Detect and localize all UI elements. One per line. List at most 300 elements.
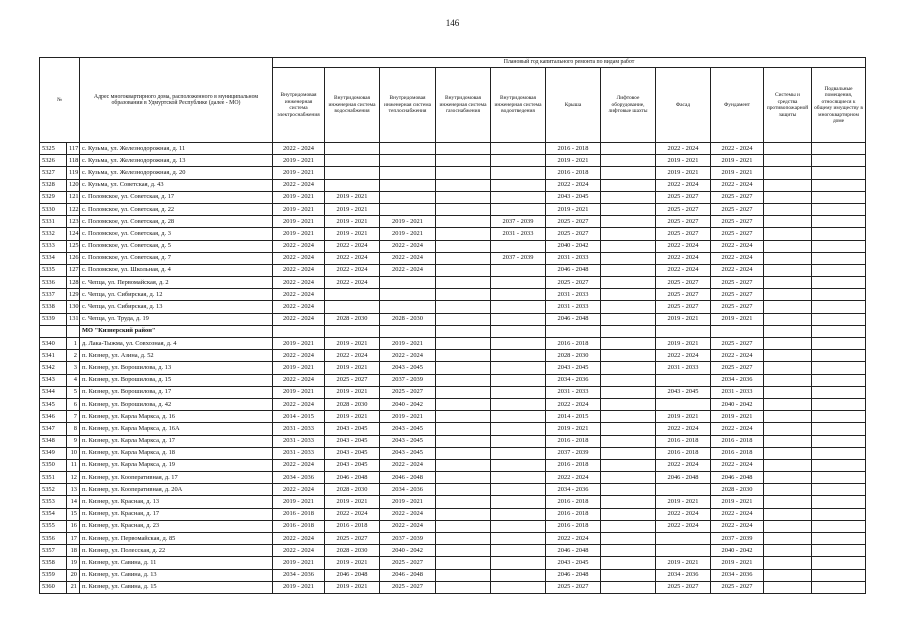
row-year-cell [812,374,866,386]
row-address: с. Чепца, ул. Труда, д. 19 [80,313,273,325]
row-year-cell: 2046 - 2048 [325,472,380,484]
table-row [40,191,866,203]
row-year-cell [436,240,491,252]
row-year-cell [764,557,812,569]
row-year-cell [812,350,866,362]
row-year-cell [436,228,491,240]
row-year-cell: 2025 - 2027 [711,362,764,374]
row-year-cell [380,167,436,179]
row-year-cell: 2028 - 2030 [325,484,380,496]
row-year-cell [764,228,812,240]
row-address: с. Поломское, ул. Советская, д. 17 [80,191,273,203]
table-row [40,484,866,496]
row-year-cell [764,472,812,484]
table-row [40,545,866,557]
row-year-cell [764,240,812,252]
row-year-cell [436,533,491,545]
row-address: с. Поломское, ул. Советская, д. 7 [80,252,273,264]
row-year-cell [436,350,491,362]
row-year-cell [380,155,436,167]
row-id: 5334 [40,252,67,264]
row-number: 127 [67,264,80,276]
row-number [67,325,80,337]
row-year-cell [601,228,656,240]
header-work-basement: Подвальные помещения, относящиеся к общему имуществу в многоквартирном доме [812,68,866,143]
row-year-cell [491,313,546,325]
row-year-cell: 2025 - 2027 [711,228,764,240]
row-year-cell: 2040 - 2042 [546,240,601,252]
row-year-cell: 2022 - 2024 [325,252,380,264]
row-year-cell [436,167,491,179]
row-year-cell [436,545,491,557]
row-year-cell [491,386,546,398]
header-work-facade: Фасад [656,68,711,143]
table-row [40,143,866,155]
row-id: 5328 [40,179,67,191]
row-year-cell [436,569,491,581]
row-year-cell [812,289,866,301]
row-id: 5338 [40,301,67,313]
row-number: 21 [67,581,80,593]
row-year-cell: 2022 - 2024 [273,350,325,362]
row-year-cell: 2037 - 2039 [380,374,436,386]
row-id: 5346 [40,411,67,423]
row-year-cell [656,484,711,496]
table-row [40,411,866,423]
row-year-cell: 2019 - 2021 [273,362,325,374]
row-year-cell: 2019 - 2021 [325,203,380,215]
row-year-cell: 2022 - 2024 [325,240,380,252]
row-year-cell [764,459,812,471]
row-year-cell [491,167,546,179]
row-number: 129 [67,289,80,301]
row-number: 2 [67,350,80,362]
table-row [40,252,866,264]
row-address: п. Кизнер, ул. Савина, д. 15 [80,581,273,593]
row-address: п. Кизнер, ул. Ворошилова, д. 17 [80,386,273,398]
row-year-cell: 2025 - 2027 [656,228,711,240]
row-year-cell: 2019 - 2021 [273,496,325,508]
row-year-cell: 2019 - 2021 [380,338,436,350]
table-row [40,496,866,508]
row-year-cell [812,411,866,423]
row-number: 16 [67,520,80,532]
row-year-cell: 2025 - 2027 [711,338,764,350]
row-address: с. Кузьма, ул. Советская, д. 43 [80,179,273,191]
row-year-cell: 2022 - 2024 [711,143,764,155]
row-year-cell: 2040 - 2042 [380,398,436,410]
row-year-cell: 2022 - 2024 [380,240,436,252]
table-row [40,435,866,447]
row-year-cell [812,533,866,545]
row-year-cell: 2043 - 2045 [325,447,380,459]
row-year-cell [436,411,491,423]
row-year-cell: 2028 - 2030 [325,398,380,410]
row-year-cell: 2022 - 2024 [273,398,325,410]
row-address: п. Кизнер, ул. Карла Маркса, д. 16 [80,411,273,423]
row-year-cell [546,325,601,337]
table-row [40,386,866,398]
row-year-cell: 2019 - 2021 [325,228,380,240]
row-number: 1 [67,338,80,350]
row-year-cell: 2043 - 2045 [325,423,380,435]
row-year-cell [601,143,656,155]
row-year-cell [812,472,866,484]
row-year-cell: 2028 - 2030 [325,313,380,325]
row-address: п. Кизнер, ул. Кооперативная, д. 20А [80,484,273,496]
row-year-cell: 2037 - 2039 [711,533,764,545]
row-year-cell [436,520,491,532]
row-number: 126 [67,252,80,264]
row-id: 5326 [40,155,67,167]
row-year-cell [764,325,812,337]
row-year-cell: 2022 - 2024 [325,264,380,276]
row-year-cell: 2014 - 2015 [546,411,601,423]
row-address: п. Кизнер, ул. Полесская, д. 22 [80,545,273,557]
row-id: 5358 [40,557,67,569]
row-year-cell: 2019 - 2021 [325,557,380,569]
row-year-cell [273,325,325,337]
row-year-cell [764,484,812,496]
row-id: 5343 [40,374,67,386]
row-year-cell: 2037 - 2039 [491,252,546,264]
row-year-cell [656,545,711,557]
header-work-lift: Лифтовое оборудование, лифтовые шахты [601,68,656,143]
row-id: 5339 [40,313,67,325]
row-year-cell [325,325,380,337]
row-address: п. Кизнер, ул. Ворошилова, д. 13 [80,362,273,374]
table-row [40,301,866,313]
row-year-cell: 2019 - 2021 [656,411,711,423]
row-year-cell [601,496,656,508]
row-year-cell [601,435,656,447]
row-year-cell: 2019 - 2021 [656,155,711,167]
row-year-cell: 2019 - 2021 [273,155,325,167]
row-year-cell: 2022 - 2024 [273,374,325,386]
row-year-cell: 2031 - 2033 [546,289,601,301]
row-year-cell [601,545,656,557]
row-year-cell [601,398,656,410]
row-year-cell: 2025 - 2027 [711,581,764,593]
row-year-cell: 2046 - 2048 [656,472,711,484]
row-year-cell [491,545,546,557]
row-year-cell [812,447,866,459]
row-year-cell: 2019 - 2021 [656,167,711,179]
row-year-cell: 2019 - 2021 [325,411,380,423]
row-year-cell [601,179,656,191]
row-id: 5335 [40,264,67,276]
row-year-cell [491,179,546,191]
row-year-cell [764,447,812,459]
row-year-cell: 2025 - 2027 [380,557,436,569]
row-year-cell [764,313,812,325]
row-year-cell: 2025 - 2027 [380,581,436,593]
row-year-cell: 2022 - 2024 [656,264,711,276]
table-row [40,350,866,362]
row-year-cell: 2019 - 2021 [273,167,325,179]
row-year-cell: 2025 - 2027 [711,301,764,313]
row-year-cell: 2019 - 2021 [325,338,380,350]
table-row [40,374,866,386]
row-year-cell [601,484,656,496]
row-year-cell: 2046 - 2048 [711,472,764,484]
row-year-cell: 2031 - 2033 [273,423,325,435]
page-number: 146 [445,18,460,28]
row-year-cell [764,143,812,155]
header-work-water: Внутридомовая инженерная система водоснабжения [325,68,380,143]
row-year-cell: 2019 - 2021 [656,313,711,325]
row-year-cell: 2019 - 2021 [273,191,325,203]
row-year-cell [764,216,812,228]
row-year-cell [380,143,436,155]
row-year-cell [491,374,546,386]
row-year-cell [436,155,491,167]
table-row [40,581,866,593]
row-address: п. Кизнер, ул. Карла Маркса, д. 19 [80,459,273,471]
row-year-cell [601,350,656,362]
row-number: 10 [67,447,80,459]
row-year-cell: 2031 - 2033 [656,362,711,374]
row-id: 5348 [40,435,67,447]
row-number: 11 [67,459,80,471]
row-year-cell [812,301,866,313]
row-year-cell [812,386,866,398]
row-year-cell: 2019 - 2021 [711,313,764,325]
row-year-cell [812,143,866,155]
row-year-cell [491,203,546,215]
row-year-cell [656,398,711,410]
row-year-cell: 2022 - 2024 [273,289,325,301]
row-year-cell [812,252,866,264]
row-year-cell [601,252,656,264]
row-id: 5345 [40,398,67,410]
row-year-cell [764,362,812,374]
row-year-cell: 2019 - 2021 [273,557,325,569]
row-year-cell: 2028 - 2030 [711,484,764,496]
table-row [40,228,866,240]
row-number: 20 [67,569,80,581]
row-year-cell: 2043 - 2045 [546,191,601,203]
row-year-cell [601,557,656,569]
row-year-cell: 2022 - 2024 [273,277,325,289]
row-id: 5353 [40,496,67,508]
row-id: 5336 [40,277,67,289]
table-row [40,264,866,276]
row-year-cell: 2025 - 2027 [711,277,764,289]
row-year-cell [764,155,812,167]
row-number: 124 [67,228,80,240]
row-year-cell [436,447,491,459]
row-year-cell: 2043 - 2045 [380,447,436,459]
row-address: п. Кизнер, ул. Красная, д. 13 [80,496,273,508]
row-year-cell [601,533,656,545]
row-year-cell: 2025 - 2027 [711,289,764,301]
row-year-cell: 2022 - 2024 [711,264,764,276]
row-year-cell: 2022 - 2024 [546,533,601,545]
row-number: 18 [67,545,80,557]
row-year-cell: 2016 - 2018 [546,338,601,350]
row-year-cell [436,484,491,496]
row-year-cell: 2046 - 2048 [546,545,601,557]
row-year-cell: 2022 - 2024 [325,277,380,289]
row-year-cell [812,459,866,471]
row-year-cell [491,362,546,374]
row-year-cell: 2019 - 2021 [325,216,380,228]
row-year-cell: 2022 - 2024 [273,252,325,264]
row-year-cell: 2022 - 2024 [711,252,764,264]
row-year-cell: 2022 - 2024 [273,264,325,276]
row-address: с. Кузьма, ул. Железнодорожная, д. 13 [80,155,273,167]
row-number: 123 [67,216,80,228]
row-year-cell: 2022 - 2024 [656,252,711,264]
row-year-cell: 2019 - 2021 [711,496,764,508]
row-number: 9 [67,435,80,447]
row-year-cell [812,313,866,325]
row-year-cell [491,533,546,545]
row-year-cell: 2022 - 2024 [711,240,764,252]
row-year-cell [812,264,866,276]
row-year-cell [491,459,546,471]
row-year-cell [812,508,866,520]
row-address: п. Кизнер, ул. Красная, д. 17 [80,508,273,520]
row-address: с. Поломское, ул. Советская, д. 5 [80,240,273,252]
row-year-cell: 2016 - 2018 [656,447,711,459]
row-year-cell: 2016 - 2018 [325,520,380,532]
row-number: 120 [67,179,80,191]
row-address: с. Чепца, ул. Сибирская, д. 13 [80,301,273,313]
row-year-cell [436,386,491,398]
row-year-cell [491,325,546,337]
row-id: 5357 [40,545,67,557]
row-year-cell: 2022 - 2024 [546,472,601,484]
row-year-cell [764,533,812,545]
row-year-cell: 2025 - 2027 [656,216,711,228]
row-year-cell [711,325,764,337]
row-address: п. Кизнер, ул. Азина, д. 52 [80,350,273,362]
row-id: 5333 [40,240,67,252]
row-year-cell [601,216,656,228]
row-address: д. Лака-Тыжма, ул. Совхозная, д. 4 [80,338,273,350]
row-year-cell [812,423,866,435]
row-year-cell [491,472,546,484]
row-year-cell: 2016 - 2018 [546,496,601,508]
row-year-cell: 2028 - 2030 [325,545,380,557]
row-year-cell [491,423,546,435]
row-address: с. Кузьма, ул. Железнодорожная, д. 20 [80,167,273,179]
row-number: 125 [67,240,80,252]
row-year-cell [764,508,812,520]
row-id [40,325,67,337]
row-year-cell: 2019 - 2021 [273,581,325,593]
row-year-cell [491,411,546,423]
row-year-cell [764,350,812,362]
row-year-cell [601,338,656,350]
row-number: 119 [67,167,80,179]
row-year-cell: 2025 - 2027 [546,277,601,289]
row-year-cell [812,155,866,167]
capital-repair-table [39,57,866,594]
row-year-cell: 2016 - 2018 [546,520,601,532]
row-year-cell: 2022 - 2024 [711,179,764,191]
row-year-cell: 2043 - 2045 [546,557,601,569]
row-year-cell [380,191,436,203]
row-year-cell [325,289,380,301]
table-row [40,533,866,545]
row-year-cell: 2016 - 2018 [711,447,764,459]
table-row [40,289,866,301]
row-address: с. Кузьма, ул. Железнодорожная, д. 11 [80,143,273,155]
row-year-cell: 2019 - 2021 [380,228,436,240]
row-year-cell: 2019 - 2021 [325,496,380,508]
row-year-cell: 2043 - 2045 [656,386,711,398]
row-year-cell [601,313,656,325]
row-year-cell [601,374,656,386]
row-year-cell [812,484,866,496]
row-year-cell [764,496,812,508]
row-year-cell [764,252,812,264]
row-number: 14 [67,496,80,508]
row-year-cell [812,228,866,240]
row-year-cell: 2025 - 2027 [546,581,601,593]
row-address: с. Поломское, ул. Советская, д. 3 [80,228,273,240]
row-number: 12 [67,472,80,484]
table-row [40,423,866,435]
row-year-cell: 2034 - 2036 [711,569,764,581]
row-year-cell [812,398,866,410]
row-address: п. Кизнер, ул. Карла Маркса, д. 17 [80,435,273,447]
row-year-cell [491,447,546,459]
row-year-cell: 2022 - 2024 [656,143,711,155]
row-year-cell [764,264,812,276]
row-year-cell: 2022 - 2024 [711,350,764,362]
header-work-heat: Внутридомовая инженерная система теплоснабжения [380,68,436,143]
row-year-cell: 2025 - 2027 [656,277,711,289]
row-year-cell [601,289,656,301]
row-id: 5350 [40,459,67,471]
row-year-cell [325,301,380,313]
row-year-cell [436,264,491,276]
row-year-cell: 2034 - 2036 [380,484,436,496]
row-year-cell: 2016 - 2018 [711,435,764,447]
row-year-cell: 2019 - 2021 [656,557,711,569]
row-year-cell [491,143,546,155]
row-number: 7 [67,411,80,423]
row-year-cell [491,508,546,520]
row-year-cell [764,203,812,215]
row-year-cell [764,338,812,350]
row-year-cell [764,191,812,203]
row-year-cell [491,484,546,496]
row-year-cell: 2022 - 2024 [711,423,764,435]
table-row [40,338,866,350]
row-year-cell [380,179,436,191]
row-year-cell [491,557,546,569]
row-year-cell: 2022 - 2024 [380,520,436,532]
table-row [40,398,866,410]
row-year-cell: 2019 - 2021 [380,411,436,423]
row-year-cell: 2040 - 2042 [711,398,764,410]
row-year-cell [436,472,491,484]
row-year-cell: 2016 - 2018 [273,520,325,532]
row-year-cell: 2022 - 2024 [273,143,325,155]
row-year-cell: 2019 - 2021 [546,155,601,167]
row-year-cell [325,179,380,191]
row-year-cell: 2025 - 2027 [711,191,764,203]
row-year-cell [491,277,546,289]
row-id: 5344 [40,386,67,398]
row-year-cell: 2016 - 2018 [656,435,711,447]
row-year-cell: 2019 - 2021 [656,338,711,350]
